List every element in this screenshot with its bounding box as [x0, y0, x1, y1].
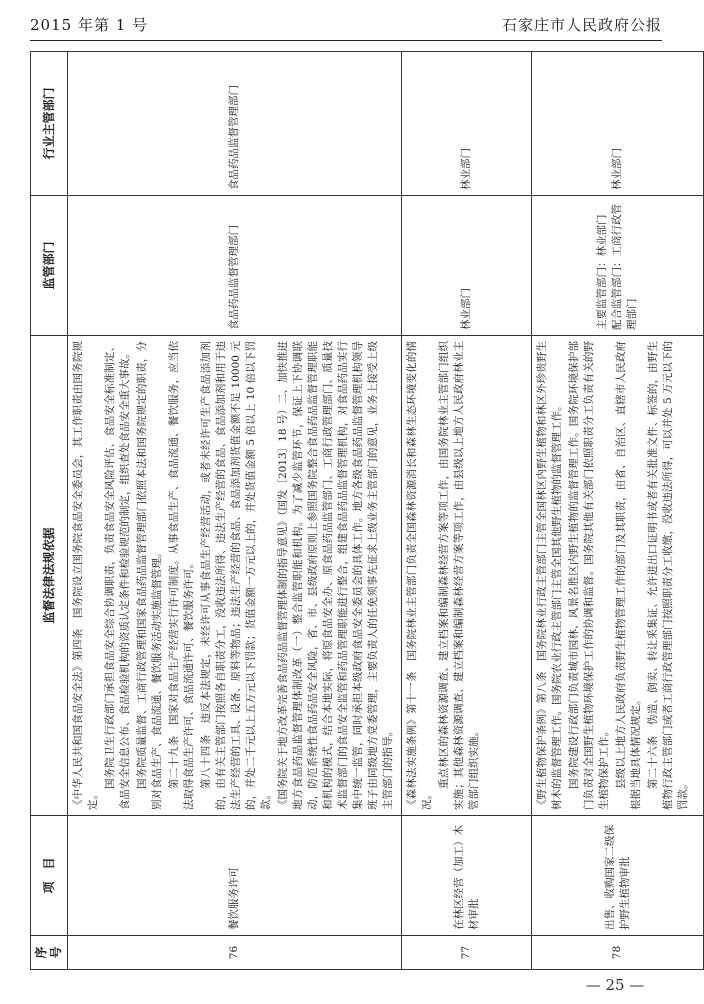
col-header-item: 项 目 [31, 816, 68, 936]
row-basis [402, 336, 532, 816]
row-authority: 林业部门 [532, 52, 704, 196]
row-item: 餐饮服务许可 [68, 816, 402, 936]
row-item: 在林区经营（加工）木材审批 [402, 816, 532, 936]
basis-paragraph: 《国务院关于地方改革完善食品药品监督管理体制的指导意见》（国发〔2013〕18 号）二、加快推进地方食品药品监督管理体制改革（一）整合监管职能和机构。为了减少监管环节，保证上下协调联动，防范系统性食品药品安全风险，省、市、县级政府原则上参照国务院整合食品药品监督管理职能和机构的模式，结合本地实际，将原食品安全办、原食品药品监管部门、工商行政管理部门、质量技术监督部门的食品安全监管和药品管理职能进行整合，组建食品药品监督管理机构，对食品药品实行集中统一监管，同时承担本级政府食品安全委员会的具体工作。地方各级食品药品监督管理机构领导班子由同级地方党委管理，主要负责人的任免须事先征求上级业务主管部门的意见，业务上接受上级主管部门的指导。 [277, 341, 394, 810]
row-authority: 林业部门 [402, 52, 532, 196]
page-number: — 25 — [585, 976, 645, 994]
row-number: 77 [402, 936, 532, 970]
basis-paragraph: 第二十六条 伪造、倒卖、转让采集证、允许进出口证明书或者有关批准文件、标签的，由野生植物行政主管部门或者工商行政管理部门按照职责分工收缴，没收违法所得，可以并处 5 万元以下的罚款。 [647, 341, 689, 810]
publication-title: 石家庄市人民政府公报 [501, 16, 662, 34]
row-basis [68, 336, 402, 816]
basis-paragraph: 《森林法实施条例》第十一条 国务院林业主管部门负责全国森林资源消长和森林生态环境变化的情况。 [406, 341, 433, 810]
regulation-table [30, 51, 704, 970]
row-item: 出售、收购国家二级保护野生植物审批 [532, 816, 704, 936]
col-header-supervisor: 监管部门 [31, 196, 68, 336]
page-header [0, 0, 690, 44]
row-supervisor: 主要监管部门：林业部门 配合监管部门：工商行政管理部门 [532, 196, 704, 336]
basis-paragraph: 国务院建设行政部门负责城市园林、风景名胜区内野生植物的监督管理工作。国务院环境保护部门负责对全国野生植物环境保护工作的协调和监督。国务院其他有关部门依照职责分工负责有关的野生植物保护工作。 [568, 341, 610, 810]
row-supervisor: 食品药品监督管理部门 [68, 196, 402, 336]
col-header-basis: 监督法律法规依据 [31, 336, 68, 816]
col-header-authority: 行业主管部门 [31, 52, 68, 196]
basis-paragraph: 国务院质量监督、工商行政管理和国家食品药品监督管理部门依照本法和国务院规定的职责，分别对食品生产、食品流通、餐饮服务活动实施监督管理。 [136, 341, 163, 810]
basis-paragraph: 国务院卫生行政部门承担食品安全综合协调职责，负责食品安全风险评估、食品安全标准制定、食品安全信息公布、食品检验机构的资质认定条件和检验规范的制定，组织查处食品安全重大事故。 [104, 341, 131, 810]
row-number: 78 [532, 936, 704, 970]
row-supervisor: 林业部门 [402, 196, 532, 336]
row-authority: 食品药品监督管理部门 [68, 52, 402, 196]
table-row [532, 52, 704, 970]
table-row [68, 52, 402, 970]
row-number: 76 [68, 936, 402, 970]
table-header-row [31, 52, 68, 970]
basis-paragraph: 县级以上地方人民政府负责野生植物管理工作的部门及其职责，由省、自治区、直辖市人民政府根据当地具体情况规定。 [615, 341, 642, 810]
basis-paragraph: 《野生植物保护条例》第八条 国务院林业行政主管部门主管全国林区内野生植物和林区外珍贵野生树木的监督管理工作。国务院农业行政主管部门主管全国其他野生植物的监督管理工作。 [536, 341, 563, 810]
col-header-no: 序号 [31, 936, 68, 970]
issue-label: 2015 年第 1 号 [30, 16, 149, 34]
basis-paragraph: 重点林区的森林资源调查、建立档案和编制森林经营方案等项工作，由国务院林业主管部门组织实施；其他森林资源调查、建立档案和编制森林经营方案等项工作，由县级以上地方人民政府林业主管部门组织实施。 [438, 341, 480, 810]
row-basis [532, 336, 704, 816]
basis-paragraph: 《中华人民共和国食品安全法》第四条 国务院设立国务院食品安全委员会，其工作职责由国务院规定。 [72, 341, 99, 810]
rotated-table-container [30, 52, 689, 970]
header-rule [30, 40, 662, 41]
basis-paragraph: 第二十九条 国家对食品生产经营实行许可制度。从事食品生产、食品流通、餐饮服务，应当依法取得食品生产许可、食品流通许可、餐饮服务许可。 [168, 341, 195, 810]
rotated-table-area [30, 52, 689, 970]
basis-paragraph: 第八十四条 违反本法规定，未经许可从事食品生产经营活动，或者未经许可生产食品添加剂的，由有关主管部门按照各自职责分工，没收违法所得、违法生产经营的食品、食品添加剂和用于违法生产经营的工具、设备、原料等物品；违法生产经营的食品、食品添加剂货值金额不足 10000 元的，并处二千元以上五万元以下罚款；货值金额一万元以上的，并处货值金额 5 倍以上 10 倍以下罚款。 [200, 341, 272, 810]
table-row [402, 52, 532, 970]
